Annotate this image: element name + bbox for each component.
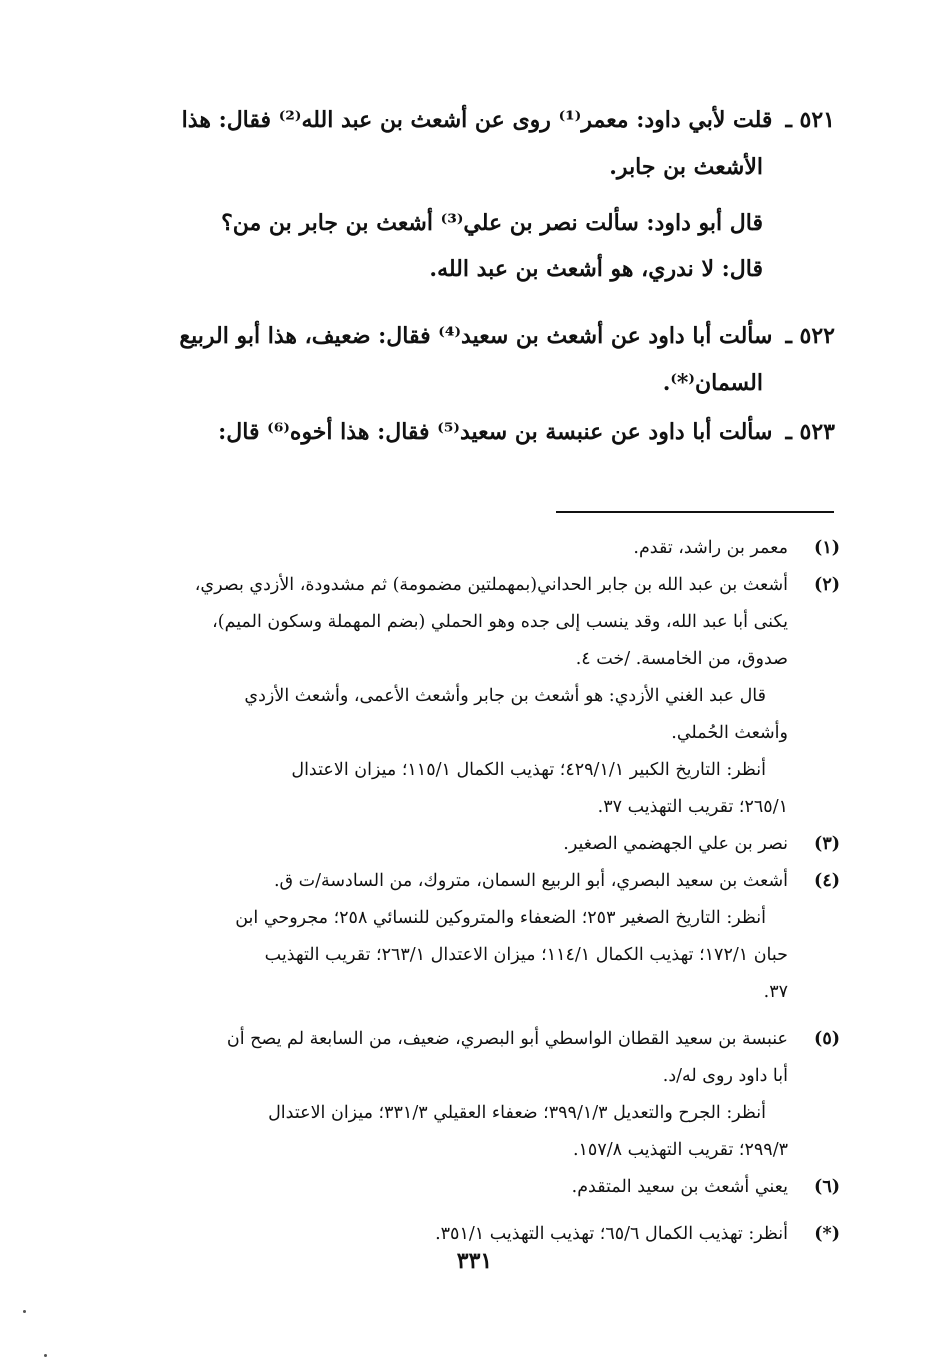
entry-text: قلت لأبي داود: معمر⁽¹⁾ روى عن أشعث بن عبد الله⁽²⁾ فقال: هذا xyxy=(181,107,773,133)
footnote-line: يكنى أبا عبد الله، وقد ينسب إلى جده وهو الحملي (بضم المهملة وسكون الميم)، xyxy=(212,612,788,632)
footnote-number: (٢) xyxy=(814,575,840,595)
scan-speck xyxy=(44,1354,47,1357)
footnote-number: (٥) xyxy=(814,1029,840,1049)
entry-sub-line: قال أبو داود: سألت نصر بن علي⁽³⁾ أشعث بن جابر بن من؟ xyxy=(221,210,763,236)
footnote-separator xyxy=(556,511,834,513)
footnote-line: أنظر: التاريخ الصغير ٢٥٣؛ الضعفاء والمتروكين للنسائي ٢٥٨؛ مجروحي ابن xyxy=(235,908,766,928)
footnotes xyxy=(130,530,840,1253)
footnote-line: عنبسة بن سعيد القطان الواسطي أبو البصري، ضعيف، من السابعة لم يصح أن xyxy=(226,1029,788,1049)
footnote-3 xyxy=(130,826,840,863)
footnote-line: أنظر: التاريخ الكبير ٤٢٩/١/١؛ تهذيب الكمال ١١٥/١؛ ميزان الاعتدال xyxy=(291,760,766,780)
footnote-2 xyxy=(130,567,840,826)
entry-continuation: الأشعث بن جابر. xyxy=(609,154,763,180)
footnote-line: ٣٧. xyxy=(763,982,788,1002)
entry-522 xyxy=(130,313,835,406)
footnote-4 xyxy=(130,863,840,1011)
footnote-6 xyxy=(130,1169,840,1206)
footnote-line: حبان ١٧٢/١؛ تهذيب الكمال ١١٤/١؛ ميزان الاعتدال ٢٦٣/١؛ تقريب التهذيب xyxy=(264,945,788,965)
entry-text: سألت أبا داود عن أشعث بن سعيد⁽⁴⁾ فقال: ضعيف، هذا أبو الربيع xyxy=(179,323,773,349)
entry-sub-line: قال: لا ندري، هو أشعث بن عبد الله. xyxy=(429,256,763,282)
footnote-line: أشعث بن سعيد البصري، أبو الربيع السمان، متروك، من السادسة/ت ق. xyxy=(273,871,788,891)
entry-521 xyxy=(130,97,835,292)
entry-number: ٥٢٣ ـ xyxy=(785,419,835,445)
footnote-number: (*) xyxy=(814,1224,840,1244)
entry-523 xyxy=(130,409,835,456)
footnote-number: (٤) xyxy=(814,871,840,891)
footnote-line: أنظر: تهذيب الكمال ٦٥/٦؛ تهذيب التهذيب ٣٥١/١. xyxy=(435,1224,788,1244)
footnote-line: أشعث بن عبد الله بن جابر الحداني(بمهملتين مضمومة) ثم مشدودة، الأزدي بصري، xyxy=(194,575,788,595)
footnote-5 xyxy=(130,1021,840,1169)
footnote-line: معمر بن راشد، تقدم. xyxy=(633,538,788,558)
footnote-line: أبا داود روى له/د. xyxy=(662,1066,788,1086)
footnote-line: أنظر: الجرح والتعديل ٣٩٩/١/٣؛ ضعفاء العقيلي ٣٣١/٣؛ ميزان الاعتدال xyxy=(268,1103,766,1123)
entry-text: سألت أبا داود عن عنبسة بن سعيد⁽⁵⁾ فقال: هذا أخوه⁽⁶⁾ قال: xyxy=(218,419,773,445)
entry-number: ٥٢٢ ـ xyxy=(785,323,835,349)
footnote-line: يعني أشعث بن سعيد المتقدم. xyxy=(571,1177,788,1197)
footnote-1 xyxy=(130,530,840,567)
footnote-line: ٢٦٥/١؛ تقريب التهذيب ٣٧. xyxy=(597,797,788,817)
footnote-line: ٢٩٩/٣؛ تقريب التهذيب ١٥٧/٨. xyxy=(572,1140,788,1160)
footnote-line: صدوق، من الخامسة. /خت ٤. xyxy=(575,649,788,669)
entry-number: ٥٢١ ـ xyxy=(785,107,835,133)
footnote-number: (٦) xyxy=(814,1177,840,1197)
footnote-number: (٣) xyxy=(814,834,840,854)
entry-continuation: السمان⁽*⁾. xyxy=(662,370,763,396)
page-number: ٣٣١ xyxy=(456,1248,493,1274)
footnote-line: وأشعث الحُملي. xyxy=(671,723,788,743)
footnote-line: قال عبد الغني الأزدي: هو أشعث بن جابر وأشعث الأعمى، وأشعث الأزدي xyxy=(244,686,766,706)
footnote-number: (١) xyxy=(814,538,840,558)
footnote-line: نصر بن علي الجهضمي الصغير. xyxy=(563,834,788,854)
scan-speck xyxy=(23,1310,26,1313)
